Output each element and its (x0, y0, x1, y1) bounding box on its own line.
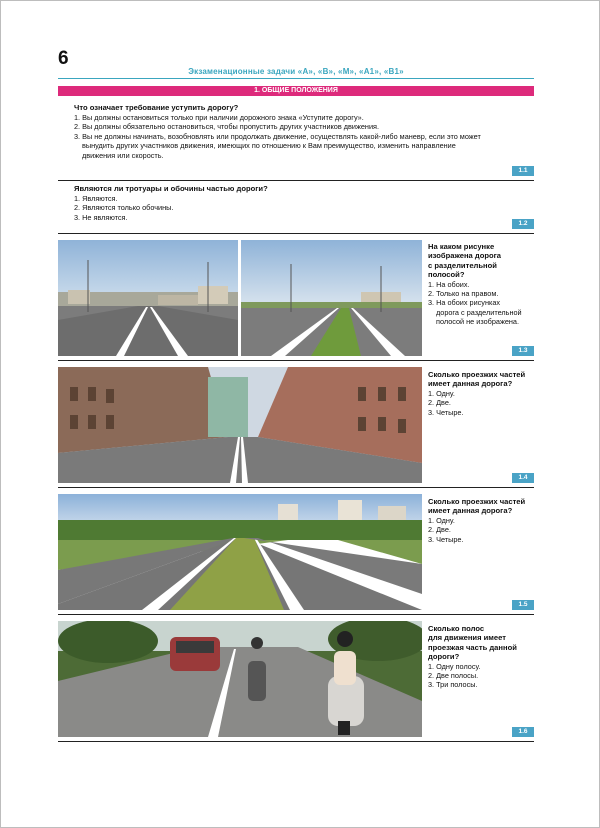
road-photo-right (241, 240, 422, 356)
page-number: 6 (58, 48, 69, 69)
question-number-badge: 1.3 (512, 346, 534, 356)
question-text-line: для движения имеет (428, 633, 506, 643)
answer-continuation: дорога с разделительной (436, 307, 522, 317)
traffic-photo (58, 621, 422, 737)
question-1-4 (428, 370, 534, 417)
answer-option[interactable]: 3. Вы не должны начинать, возобновлять или продолжать движение, осуществлять какой-либо маневр, если это может (74, 131, 481, 141)
question-1-3 (428, 242, 534, 327)
answer-option[interactable]: 1. Вы должны остановиться только при наличии дорожного знака «Уступите дорогу». (74, 112, 364, 122)
answer-option[interactable]: 3. Не являются. (74, 212, 128, 222)
question-number-badge: 1.1 (512, 166, 534, 176)
question-1-6 (428, 624, 534, 690)
answer-continuation: движения или скорость. (82, 150, 164, 160)
street-photo (58, 367, 422, 483)
answer-continuation: вынудить других участников движения, имеющих по отношению к Вам преимущество, изменить направление (82, 141, 456, 151)
answer-option[interactable]: 3. На обоих рисунках (428, 298, 501, 308)
answer-list (74, 113, 534, 161)
road-photo-left (58, 240, 238, 356)
answer-option[interactable]: 3. Четыре. (428, 534, 464, 544)
divided-road-photo (58, 494, 422, 610)
question-text-line: изображена дорога (428, 251, 501, 261)
answer-option[interactable]: 1. На обоих. (428, 279, 470, 289)
question-number-badge: 1.5 (512, 600, 534, 610)
divider (58, 233, 534, 234)
question-number-badge: 1.4 (512, 473, 534, 483)
answer-option[interactable]: 3. Три полосы. (428, 680, 478, 690)
question-number-badge: 1.2 (512, 219, 534, 229)
question-text-line: Сколько проезжих частей (428, 370, 526, 379)
question-text-line: с разделительной (428, 260, 497, 270)
question-text: Что означает требование уступить дорогу? (74, 103, 239, 112)
question-text-line: На каком рисунке (428, 242, 495, 251)
divider (58, 741, 534, 742)
answer-option[interactable]: 2. Вы должны обязательно остановиться, чтобы пропустить других участников движения. (74, 122, 379, 132)
answer-option[interactable]: 1. Одну полосу. (428, 661, 481, 671)
answer-option[interactable]: 2. Только на правом. (428, 289, 499, 299)
section-title: 1. ОБЩИЕ ПОЛОЖЕНИЯ (58, 86, 534, 96)
question-text: Являются ли тротуары и обочины частью дороги? (74, 184, 268, 193)
divider (58, 180, 534, 181)
answer-option[interactable]: 2. Две полосы. (428, 671, 479, 681)
question-text-line: дороги? (428, 652, 460, 662)
question-text-line: имеет данная дорога? (428, 379, 513, 389)
answer-option[interactable]: 3. Четыре. (428, 407, 464, 417)
divider (58, 360, 534, 361)
divider (58, 614, 534, 615)
answer-option[interactable]: 1. Одну. (428, 388, 455, 398)
question-1-1 (74, 103, 534, 161)
answer-option[interactable]: 2. Являются только обочины. (74, 203, 174, 213)
answer-option[interactable]: 2. Две. (428, 525, 451, 535)
question-text-line: Сколько проезжих частей (428, 497, 526, 506)
answer-option[interactable]: 2. Две. (428, 398, 451, 408)
divider (58, 487, 534, 488)
answer-continuation: полосой не изображена. (436, 317, 520, 327)
question-text-line: полосой? (428, 270, 465, 280)
question-number-badge: 1.6 (512, 727, 534, 737)
answer-list (74, 194, 474, 223)
answer-option[interactable]: 1. Одну. (428, 515, 455, 525)
question-text-line: проезжая часть данной (428, 642, 517, 652)
question-text-line: Сколько полос (428, 624, 485, 633)
question-text-line: имеет данная дорога? (428, 506, 513, 516)
question-1-5 (428, 497, 534, 544)
answer-option[interactable]: 1. Являются. (74, 193, 118, 203)
header-title: Экзаменационные задачи «А», «В», «М», «А1», «В1» (188, 67, 404, 76)
header-divider (58, 78, 534, 79)
question-1-2 (74, 184, 474, 222)
